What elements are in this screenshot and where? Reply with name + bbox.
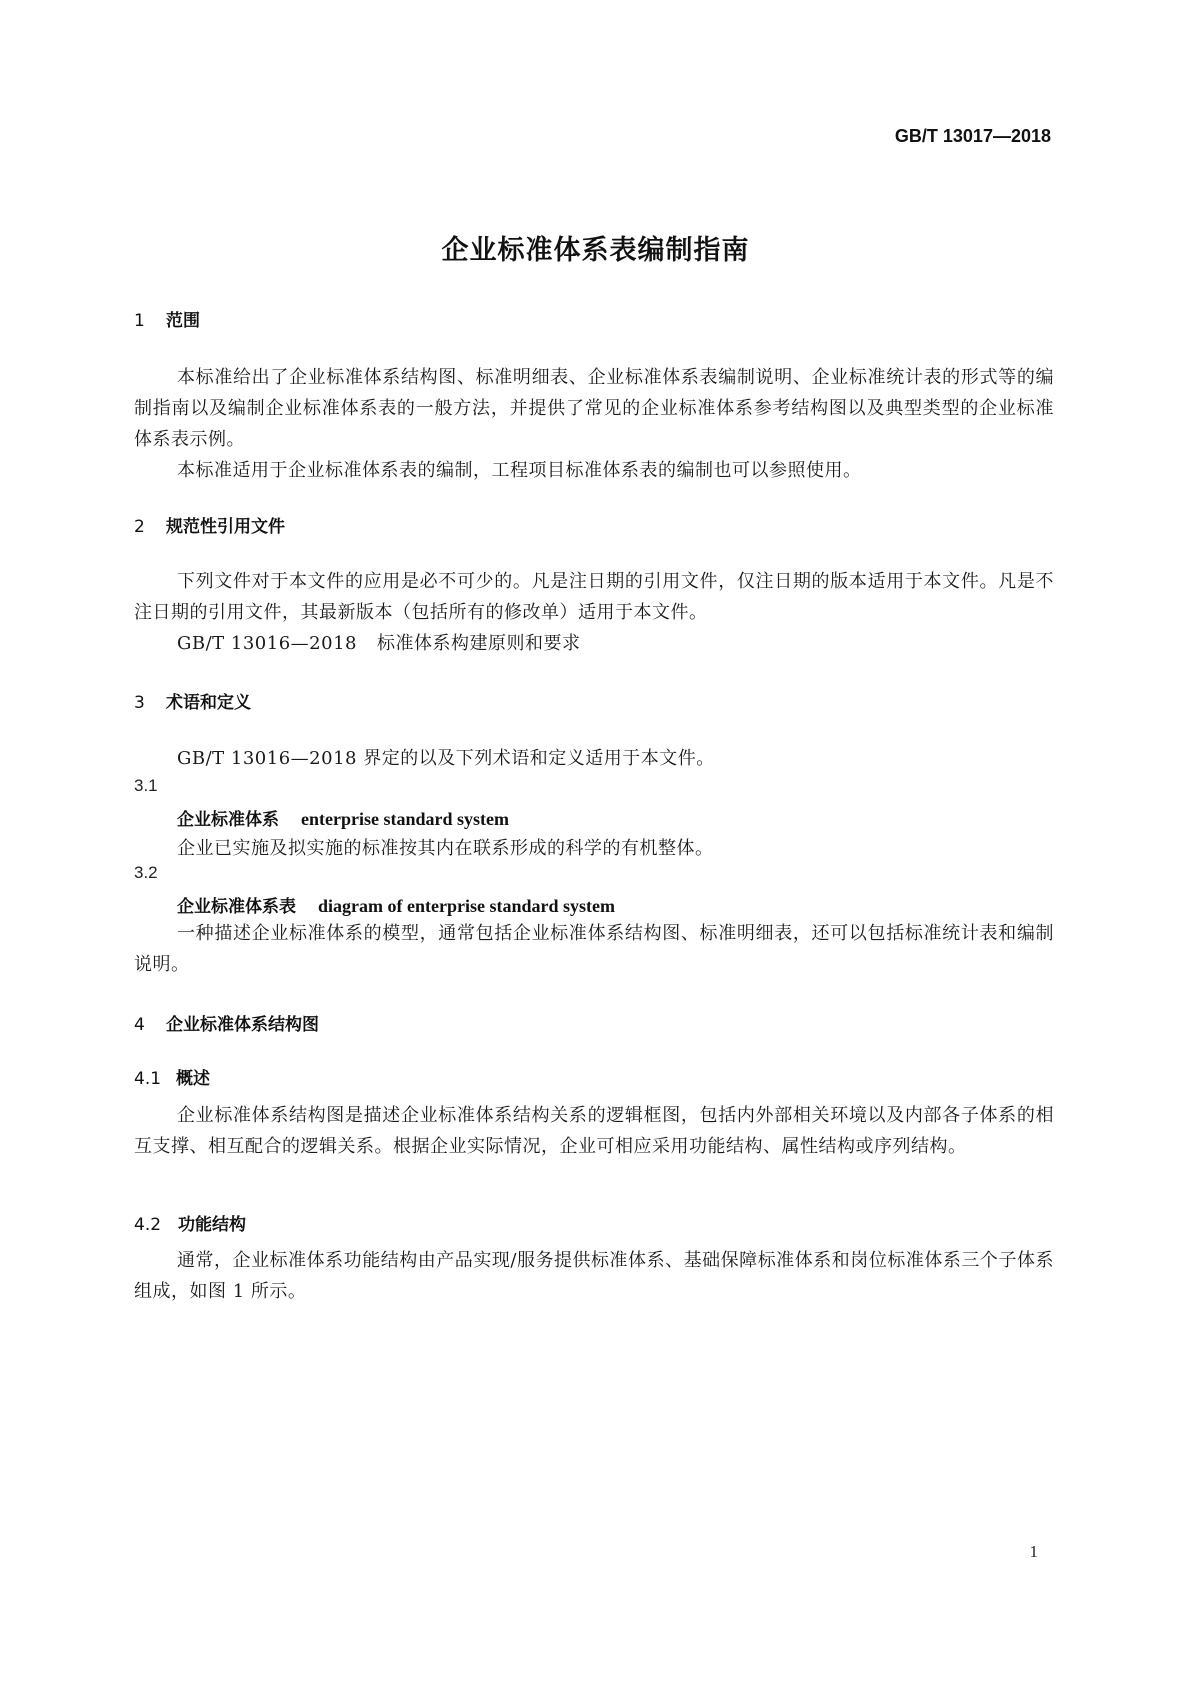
section-4-1-heading: [134, 1064, 210, 1089]
section-title: 功能结构: [178, 1215, 246, 1235]
section-3-heading: [134, 688, 251, 713]
term-3-2-definition: 一种描述企业标准体系的模型，通常包括企业标准体系结构图、标准明细表，还可以包括标准统计表和编制说明。: [134, 923, 1054, 975]
section-1-paragraph-2: 本标准适用于企业标准体系表的编制，工程项目标准体系表的编制也可以参照使用。: [177, 460, 862, 481]
page-number: 1: [1029, 1542, 1038, 1561]
section-4-1-paragraph: 企业标准体系结构图是描述企业标准体系结构关系的逻辑框图，包括内外部相关环境以及内部各子体系的相互支撑、相互配合的逻辑关系。根据企业实际情况，企业可相应采用功能结构、属性结构或序列结构。: [134, 1105, 1054, 1157]
section-4-2-heading: [134, 1210, 246, 1235]
section-4-heading: [134, 1010, 319, 1035]
reference-code: GB/T 13016—2018: [177, 633, 357, 654]
section-number: 4.1: [134, 1069, 162, 1089]
section-number: 3: [134, 693, 145, 713]
term-3-1-definition: 企业已实施及拟实施的标准按其内在联系形成的科学的有机整体。: [177, 838, 714, 859]
section-title: 企业标准体系结构图: [166, 1015, 319, 1035]
term-english: enterprise standard system: [301, 809, 509, 829]
term-3-2-number: 3.2: [134, 863, 158, 882]
standard-number: GB/T 13017—2018: [894, 126, 1051, 146]
term-3-1-title: [177, 805, 509, 830]
section-title: 术语和定义: [166, 693, 251, 713]
reference-title: 标准体系构建原则和要求: [377, 633, 581, 654]
section-2-paragraph: 下列文件对于本文件的应用是必不可少的。凡是注日期的引用文件，仅注日期的版本适用于本文件。凡是不注日期的引用文件，其最新版本（包括所有的修改单）适用于本文件。: [134, 571, 1054, 623]
section-1-heading: [134, 306, 200, 331]
section-2-heading: [134, 512, 285, 537]
section-1-paragraph-1: 本标准给出了企业标准体系结构图、标准明细表、企业标准体系表编制说明、企业标准统计表的形式等的编制指南以及编制企业标准体系表的一般方法，并提供了常见的企业标准体系参考结构图以及典型类型的企业标准体系表示例。: [134, 367, 1054, 450]
section-3-intro: GB/T 13016—2018 界定的以及下列术语和定义适用于本文件。: [177, 748, 715, 769]
section-title: 规范性引用文件: [166, 517, 285, 537]
section-number: 1: [134, 311, 145, 331]
term-3-1-number: 3.1: [134, 776, 158, 795]
normative-reference: [177, 629, 581, 655]
section-number: 2: [134, 517, 145, 537]
term-chinese: 企业标准体系: [177, 810, 279, 830]
term-chinese: 企业标准体系表: [177, 897, 296, 917]
document-title: 企业标准体系表编制指南: [441, 235, 750, 266]
term-english: diagram of enterprise standard system: [318, 896, 615, 916]
section-title: 范围: [166, 311, 200, 331]
term-3-2-title: [177, 892, 615, 917]
section-title: 概述: [176, 1069, 210, 1089]
section-number: 4: [134, 1015, 145, 1035]
section-number: 4.2: [134, 1215, 162, 1235]
section-4-2-paragraph: 通常，企业标准体系功能结构由产品实现/服务提供标准体系、基础保障标准体系和岗位标准体系三个子体系组成，如图 1 所示。: [134, 1250, 1054, 1302]
